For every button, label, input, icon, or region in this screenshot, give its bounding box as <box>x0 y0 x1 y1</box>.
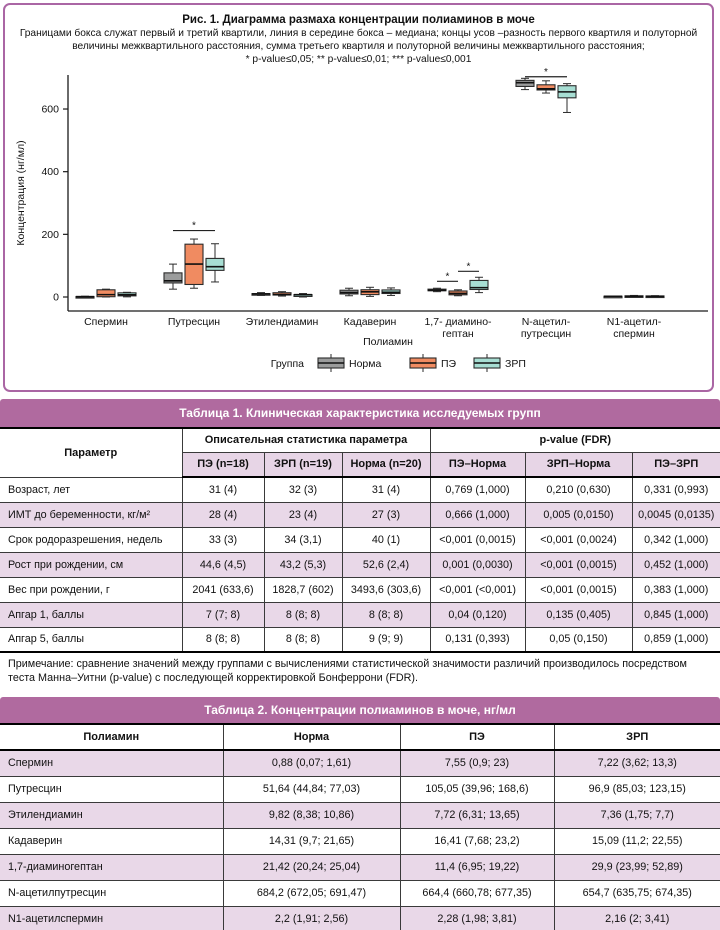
value-cell: 0,383 (1,000) <box>632 577 720 602</box>
value-cell: 43,2 (5,3) <box>264 552 342 577</box>
table-row <box>0 602 720 627</box>
value-cell: 2041 (633,6) <box>182 577 264 602</box>
value-cell: 0,005 (0,0150) <box>525 502 632 527</box>
figure-caption-line: Границами бокса служат первый и третий квартили, линия в середине бокса – медиана; концы усов –разность первого квартиля и полуторной <box>19 28 698 39</box>
value-cell: 2,2 (1,91; 2,56) <box>223 906 400 930</box>
value-cell: 31 (4) <box>182 477 264 502</box>
significance-star: * <box>445 271 450 283</box>
row-label-cell: N-ацетилпутресцин <box>0 880 223 906</box>
row-label-cell: Этилендиамин <box>0 802 223 828</box>
table-row <box>0 627 720 652</box>
box <box>206 258 224 270</box>
value-cell: 0,452 (1,000) <box>632 552 720 577</box>
value-cell: 23 (4) <box>264 502 342 527</box>
table1-header-row-1 <box>0 428 720 452</box>
value-cell: 15,09 (11,2; 22,55) <box>554 828 720 854</box>
table2-header-row <box>0 724 720 750</box>
row-label-cell: Возраст, лет <box>0 477 182 502</box>
table2-body <box>0 750 720 930</box>
figure-caption-line: величины межквартильного расстояния, сумма третьего квартиля и полуторной величины межквартильного расстояния; <box>72 41 645 52</box>
value-cell: 0,0045 (0,0135) <box>632 502 720 527</box>
value-cell: 2,16 (2; 3,41) <box>554 906 720 930</box>
significance-star: * <box>192 220 196 232</box>
significance-star: * <box>466 261 471 273</box>
value-cell: 654,7 (635,75; 674,35) <box>554 880 720 906</box>
value-cell: 14,31 (9,7; 21,65) <box>223 828 400 854</box>
value-cell: 3493,6 (303,6) <box>342 577 430 602</box>
table-row <box>0 527 720 552</box>
value-cell: <0,001 (0,0024) <box>525 527 632 552</box>
value-cell: 7 (7; 8) <box>182 602 264 627</box>
value-cell: 8 (8; 8) <box>264 602 342 627</box>
value-cell: 28 (4) <box>182 502 264 527</box>
row-label-cell: Спермин <box>0 750 223 776</box>
figure-caption-line: * p-value≤0,05; ** p-value≤0,01; *** p-value≤0,001 <box>245 54 472 65</box>
table1-title-band: Таблица 1. Клиническая характеристика исследуемых групп <box>0 399 720 427</box>
x-category-label: путресцин <box>520 328 572 340</box>
value-cell: 52,6 (2,4) <box>342 552 430 577</box>
value-cell: 33 (3) <box>182 527 264 552</box>
legend-title: Группа <box>270 358 304 370</box>
table1 <box>0 427 720 653</box>
row-label-cell: Вес при рождении, г <box>0 577 182 602</box>
value-cell: 684,2 (672,05; 691,47) <box>223 880 400 906</box>
value-cell: 31 (4) <box>342 477 430 502</box>
table2-title-band: Таблица 2. Концентрации полиаминов в моче, нг/мл <box>0 697 720 723</box>
column-header: ЗРП (n=19) <box>264 452 342 477</box>
value-cell: 0,88 (0,07; 1,61) <box>223 750 400 776</box>
row-label-cell: ИМТ до беременности, кг/м² <box>0 502 182 527</box>
table-row <box>0 776 720 802</box>
column-header: ПЭ–Норма <box>430 452 525 477</box>
value-cell: 7,55 (0,9; 23) <box>400 750 554 776</box>
value-cell: 21,42 (20,24; 25,04) <box>223 854 400 880</box>
column-header: ПЭ <box>400 724 554 750</box>
value-cell: 0,331 (0,993) <box>632 477 720 502</box>
x-category-label: 1,7- диамино- <box>424 316 492 328</box>
x-category-label: N-ацетил- <box>521 316 571 328</box>
value-cell: 664,4 (660,78; 677,35) <box>400 880 554 906</box>
value-cell: 9 (9; 9) <box>342 627 430 652</box>
x-category-label: Этилендиамин <box>245 316 319 328</box>
value-cell: 0,04 (0,120) <box>430 602 525 627</box>
boxplot-chart <box>6 67 713 391</box>
y-axis-label: Концентрация (нг/мл) <box>15 140 27 246</box>
y-tick-label: 200 <box>41 228 59 241</box>
value-cell: 2,28 (1,98; 3,81) <box>400 906 554 930</box>
x-category-label: спермин <box>613 328 655 340</box>
value-cell: 0,666 (1,000) <box>430 502 525 527</box>
row-label-cell: N1-ацетилспермин <box>0 906 223 930</box>
value-cell: 0,845 (1,000) <box>632 602 720 627</box>
x-category-label: Спермин <box>84 316 128 328</box>
value-cell: 0,131 (0,393) <box>430 627 525 652</box>
y-tick-label: 400 <box>41 166 59 179</box>
table-row <box>0 577 720 602</box>
column-header: ЗРП–Норма <box>525 452 632 477</box>
value-cell: 8 (8; 8) <box>342 602 430 627</box>
column-header: Полиамин <box>0 724 223 750</box>
table-row <box>0 880 720 906</box>
value-cell: 8 (8; 8) <box>182 627 264 652</box>
x-category-label: N1-ацетил- <box>606 316 662 328</box>
table-row <box>0 750 720 776</box>
column-header: ПЭ–ЗРП <box>632 452 720 477</box>
x-category-label: Путресцин <box>167 316 221 328</box>
significance-star: * <box>544 67 548 78</box>
x-category-label: гептан <box>442 328 474 340</box>
value-cell: 44,6 (4,5) <box>182 552 264 577</box>
value-cell: 0,001 (0,0030) <box>430 552 525 577</box>
value-cell: 34 (3,1) <box>264 527 342 552</box>
value-cell: <0,001 (0,0015) <box>525 552 632 577</box>
value-cell: 51,64 (44,84; 77,03) <box>223 776 400 802</box>
table-row <box>0 828 720 854</box>
value-cell: 0,342 (1,000) <box>632 527 720 552</box>
column-header: ЗРП <box>554 724 720 750</box>
x-category-label: Кадаверин <box>343 316 397 328</box>
value-cell: 7,22 (3,62; 13,3) <box>554 750 720 776</box>
value-cell: 32 (3) <box>264 477 342 502</box>
value-cell: 40 (1) <box>342 527 430 552</box>
column-group-pvalue: p-value (FDR) <box>430 428 720 452</box>
value-cell: 11,4 (6,95; 19,22) <box>400 854 554 880</box>
value-cell: 1828,7 (602) <box>264 577 342 602</box>
column-group-descriptive: Описательная статистика параметра <box>182 428 430 452</box>
column-header: Норма (n=20) <box>342 452 430 477</box>
value-cell: 0,210 (0,630) <box>525 477 632 502</box>
table-row <box>0 906 720 930</box>
table-row <box>0 502 720 527</box>
value-cell: 29,9 (23,99; 52,89) <box>554 854 720 880</box>
table-row <box>0 854 720 880</box>
value-cell: 0,769 (1,000) <box>430 477 525 502</box>
legend-label: ЗРП <box>505 358 526 370</box>
value-cell: 96,9 (85,03; 123,15) <box>554 776 720 802</box>
value-cell: <0,001 (0,0015) <box>525 577 632 602</box>
column-header: ПЭ (n=18) <box>182 452 264 477</box>
value-cell: 16,41 (7,68; 23,2) <box>400 828 554 854</box>
value-cell: <0,001 (<0,001) <box>430 577 525 602</box>
value-cell: 7,72 (6,31; 13,65) <box>400 802 554 828</box>
figure-caption <box>5 27 712 66</box>
table2 <box>0 723 720 930</box>
value-cell: 9,82 (8,38; 10,86) <box>223 802 400 828</box>
table1-body <box>0 477 720 652</box>
row-label-cell: Кадаверин <box>0 828 223 854</box>
table-row <box>0 552 720 577</box>
x-axis-title: Полиамин <box>363 336 413 348</box>
value-cell: 0,135 (0,405) <box>525 602 632 627</box>
y-tick-label: 0 <box>53 291 59 304</box>
row-label-cell: Срок родоразрешения, недель <box>0 527 182 552</box>
value-cell: 105,05 (39,96; 168,6) <box>400 776 554 802</box>
row-label-cell: Апгар 5, баллы <box>0 627 182 652</box>
column-header-parameter: Параметр <box>0 428 182 477</box>
row-label-cell: Путресцин <box>0 776 223 802</box>
value-cell: 7,36 (1,75; 7,7) <box>554 802 720 828</box>
table-row <box>0 802 720 828</box>
figure-panel <box>3 3 714 392</box>
table-row <box>0 477 720 502</box>
legend-label: ПЭ <box>441 358 457 370</box>
value-cell: <0,001 (0,0015) <box>430 527 525 552</box>
box <box>97 290 115 297</box>
legend-label: Норма <box>349 358 382 370</box>
row-label-cell: 1,7-диаминогептан <box>0 854 223 880</box>
y-tick-label: 600 <box>41 103 59 116</box>
value-cell: 0,05 (0,150) <box>525 627 632 652</box>
value-cell: 0,859 (1,000) <box>632 627 720 652</box>
value-cell: 8 (8; 8) <box>264 627 342 652</box>
value-cell: 27 (3) <box>342 502 430 527</box>
row-label-cell: Апгар 1, баллы <box>0 602 182 627</box>
row-label-cell: Рост при рождении, см <box>0 552 182 577</box>
table1-note: Примечание: сравнение значений между группами с вычислениями статистической значимости различий производилось посредством теста Манна–Уитни (p-value) с последующей корректировкой Бонферрони (FDR). <box>0 653 720 685</box>
figure-title: Рис. 1. Диаграмма размаха концентрации полиаминов в моче <box>182 14 535 26</box>
column-header: Норма <box>223 724 400 750</box>
